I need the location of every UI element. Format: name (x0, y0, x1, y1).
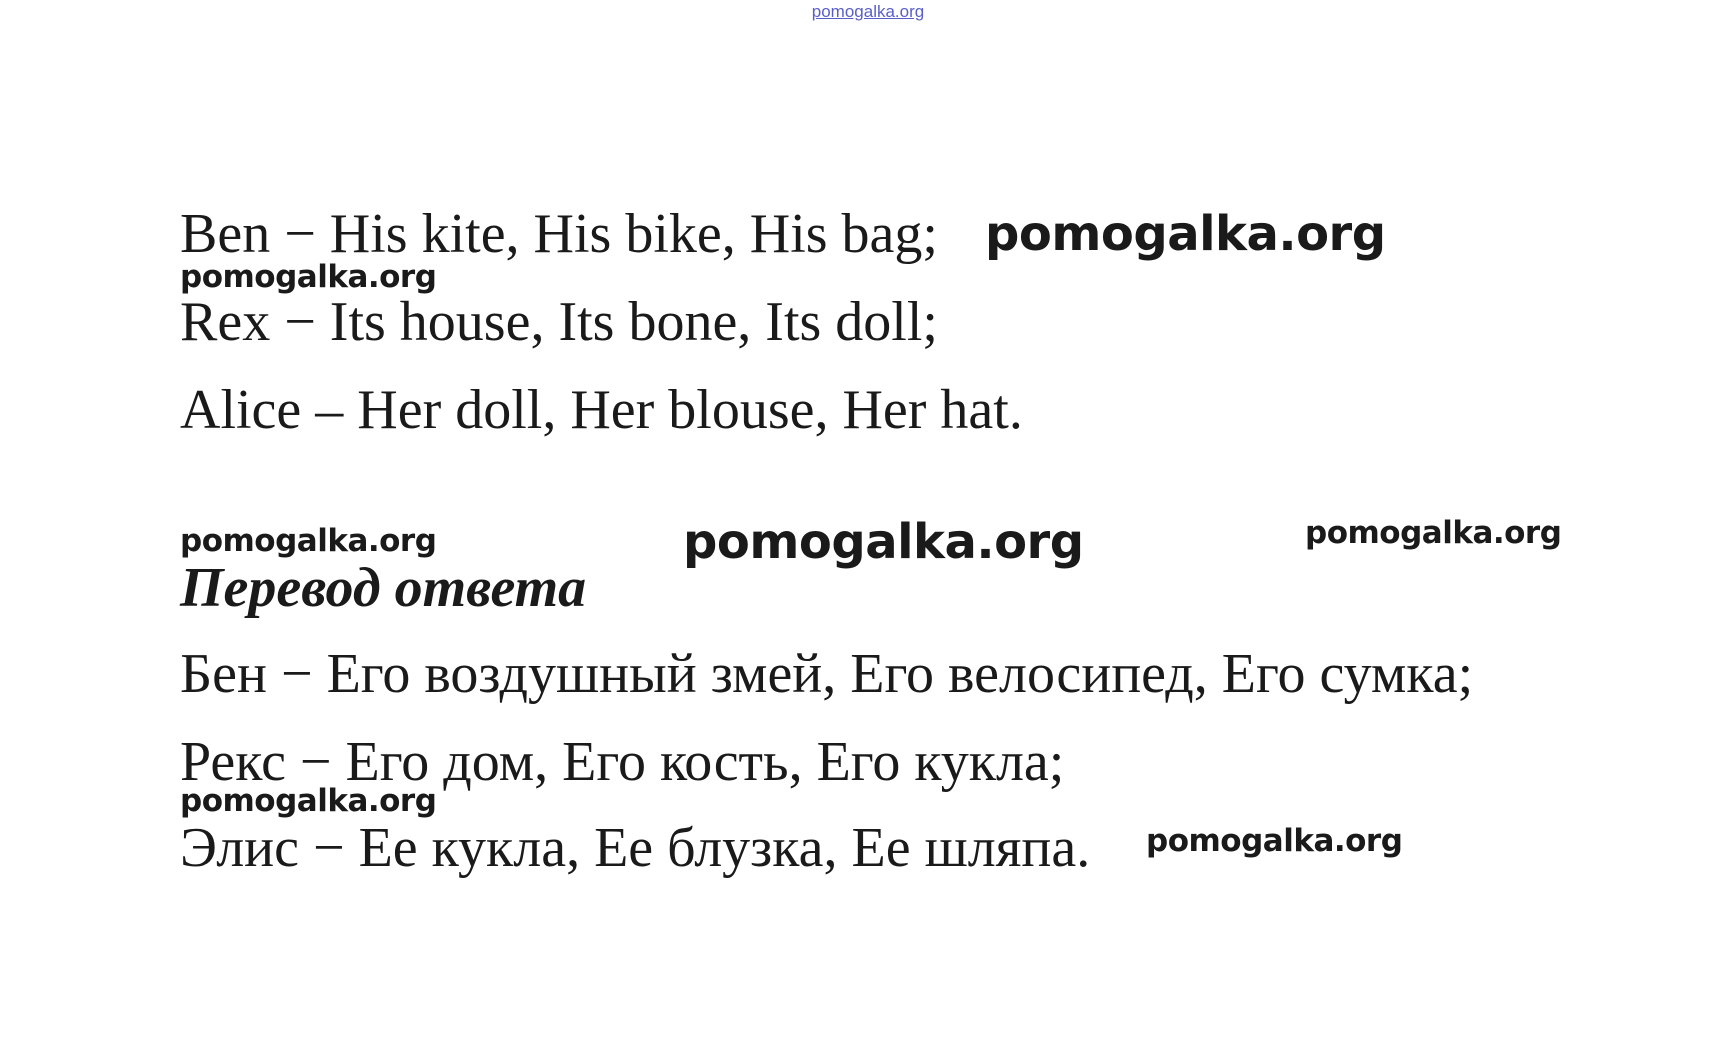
translation-line-alice: Элис − Ее кукла, Ее блузка, Ее шляпа. (180, 817, 1091, 879)
watermark-center: pomogalka.org (683, 514, 1084, 570)
top-watermark-link[interactable]: pomogalka.org (811, 2, 925, 21)
answer-line-ben: Ben − His kite, His bike, His bag; (180, 203, 938, 265)
watermark-right: pomogalka.org (1305, 515, 1562, 551)
watermark-inline-2: pomogalka.org (1146, 823, 1403, 859)
translation-heading: Перевод ответа (180, 557, 587, 619)
watermark-small-2: pomogalka.org (180, 523, 437, 559)
watermark-inline-1: pomogalka.org (985, 206, 1386, 262)
answer-line-rex: Rex − Its house, Its bone, Its doll; (180, 291, 938, 353)
watermark-small-3: pomogalka.org (180, 783, 437, 819)
watermark-small-1: pomogalka.org (180, 259, 437, 295)
translation-line-rex: Рекс − Его дом, Его кость, Его кукла; (180, 731, 1065, 793)
translation-line-ben: Бен − Его воздушный змей, Его велосипед, Его сумка; (180, 643, 1474, 705)
answer-line-alice: Alice – Her doll, Her blouse, Her hat. (180, 379, 1023, 441)
